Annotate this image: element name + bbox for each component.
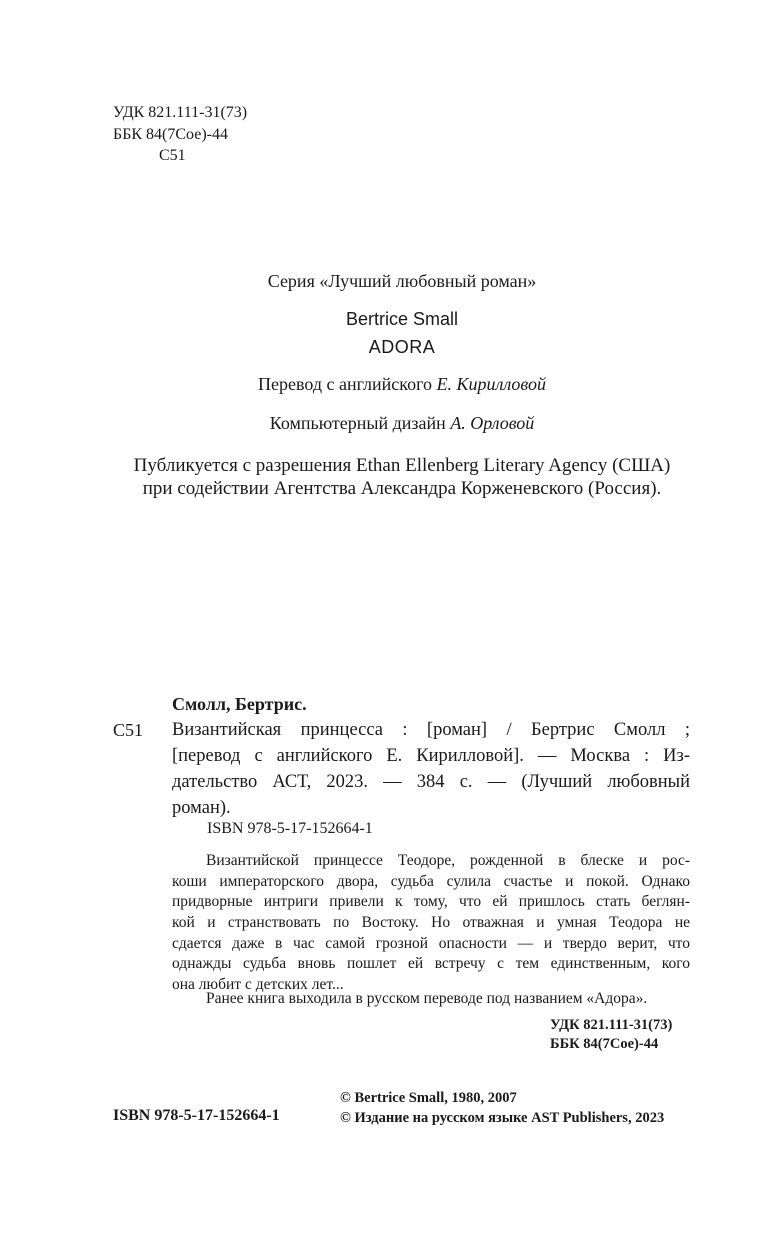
card-description-line: Византийская принцесса : [роман] / Бертрис Смолл ; xyxy=(172,720,690,740)
footer-isbn: ISBN 978-5-17-152664-1 xyxy=(113,1107,280,1124)
designer-name: А. Орловой xyxy=(450,413,535,433)
translation-credit xyxy=(0,374,768,395)
annotation-line: кой и странствовать по Востоку. Но отважная и умная Теодора не xyxy=(172,914,690,932)
card-classification xyxy=(550,1016,672,1054)
annotation-line: Византийской принцессе Теодоре, рожденной в блеске и рос- xyxy=(206,852,690,869)
copyright-original: © Bertrice Small, 1980, 2007 xyxy=(340,1090,517,1106)
publication-rights-line1: Публикуется с разрешения Ethan Ellenberg Literary Agency (США) xyxy=(133,455,671,476)
udk-code: УДК 821.111-31(73) xyxy=(113,104,248,121)
card-description xyxy=(172,717,690,821)
series-title: Серия «Лучший любовный роман» xyxy=(267,271,537,291)
card-description-line: роман). xyxy=(172,798,231,818)
card-bbk: ББК 84(7Сое)-44 xyxy=(550,1036,659,1052)
copyright-edition: © Издание на русском языке AST Publishers, 2023 xyxy=(340,1110,665,1126)
card-author-sign: С51 xyxy=(113,720,144,740)
annotation-line: коши императорского двора, судьба сулила счастье и покой. Однако xyxy=(172,872,690,890)
card-description-line: [перевод с английского Е. Кирилловой]. — Москва : Из- xyxy=(172,746,690,766)
previous-edition-note: Ранее книга выходила в русском переводе под названием «Адора». xyxy=(206,990,648,1007)
annotation xyxy=(172,851,690,996)
design-credit xyxy=(0,413,768,434)
design-prefix: Компьютерный дизайн xyxy=(269,413,446,433)
translator-name: Е. Кирилловой xyxy=(436,374,547,394)
card-description-line: дательство АСТ, 2023. — 384 с. — (Лучший любовный xyxy=(172,772,690,792)
author-sign: С51 xyxy=(159,147,186,164)
annotation-line: однажды судьба вновь пошлет ей встречу с тем единственным, кого xyxy=(172,955,690,973)
original-author: Bertrice Small xyxy=(345,309,459,329)
card-isbn: ISBN 978-5-17-152664-1 xyxy=(207,820,373,837)
copyright-block xyxy=(340,1088,664,1128)
original-title: ADORA xyxy=(368,337,436,357)
publication-rights-line2: при содействии Агентства Александра Корженевского (Россия). xyxy=(142,478,662,499)
top-classification xyxy=(113,102,247,167)
card-author: Смолл, Бертрис. xyxy=(172,694,307,714)
bbk-code: ББК 84(7Сое)-44 xyxy=(113,125,228,143)
annotation-line: сдается даже в час самой грозной опасности — и твердо верит, что xyxy=(172,934,690,952)
annotation-line: придворные интриги привели к тому, что ей пришлось стать беглян- xyxy=(172,893,690,911)
annotation-line: она любит с детских лет... xyxy=(172,976,344,994)
card-udk: УДК 821.111-31(73) xyxy=(550,1017,673,1033)
translation-prefix: Перевод с английского xyxy=(257,374,433,394)
